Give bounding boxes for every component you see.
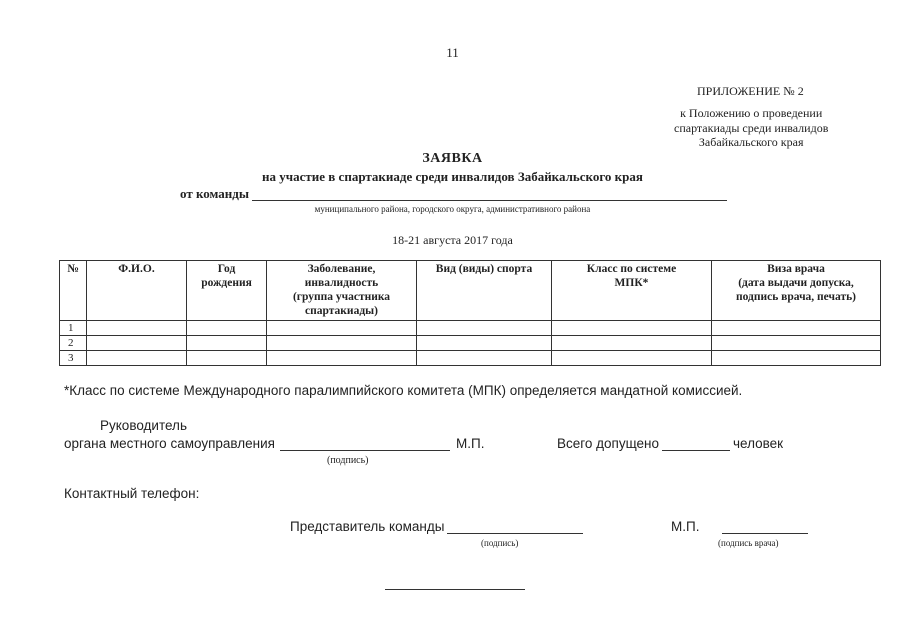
table-cell[interactable]	[187, 351, 267, 366]
admitted-label: Всего допущено	[557, 436, 660, 451]
signature-hint: (подпись)	[327, 455, 369, 466]
team-label: от команды	[180, 186, 250, 201]
document-subtitle: на участие в спартакиаде среди инвалидов Забайкальского края	[262, 169, 643, 184]
table-cell[interactable]	[552, 351, 712, 366]
row-number: 2	[60, 336, 87, 351]
team-hint: муниципального района, городского округа, административного района	[314, 204, 591, 214]
column-header-sport: Вид (виды) спорта	[417, 261, 552, 321]
table-cell[interactable]	[267, 351, 417, 366]
representative-label: Представитель команды	[290, 519, 445, 534]
appendix-title: ПРИЛОЖЕНИЕ № 2	[697, 84, 804, 98]
appendix-line: спартакиады среди инвалидов	[674, 120, 829, 135]
bottom-divider	[385, 589, 525, 590]
table-cell[interactable]	[417, 336, 552, 351]
table-cell[interactable]	[187, 321, 267, 336]
appendix-line: Забайкальского края	[698, 135, 804, 149]
table-cell[interactable]	[87, 321, 187, 336]
row-number: 3	[60, 351, 87, 366]
entry-table	[59, 260, 881, 366]
table-row	[60, 321, 881, 336]
column-header-ipc-class: Класс по системе МПК*	[552, 261, 712, 321]
table-cell[interactable]	[417, 351, 552, 366]
representative-signature-hint: (подпись)	[481, 538, 519, 548]
representative-signature-line[interactable]	[447, 533, 583, 534]
column-header-disability: Заболевание, инвалидность (группа участника спартакиады)	[267, 261, 417, 321]
table-row	[60, 336, 881, 351]
stamp-label-2: М.П.	[671, 519, 700, 534]
table-cell[interactable]	[87, 336, 187, 351]
table-cell[interactable]	[187, 336, 267, 351]
page-number: 11	[446, 45, 459, 60]
doctor-signature-hint: (подпись врача)	[718, 538, 779, 548]
column-header-number: №	[60, 261, 87, 321]
table-cell[interactable]	[712, 336, 881, 351]
table-cell[interactable]	[267, 321, 417, 336]
table-cell[interactable]	[552, 321, 712, 336]
appendix-line: к Положению о проведении	[680, 106, 823, 120]
team-input-line[interactable]	[252, 200, 727, 201]
footnote: *Класс по системе Международного паралимпийского комитета (МПК) определяется мандатной комиссией.	[64, 383, 743, 398]
column-header-name: Ф.И.О.	[87, 261, 187, 321]
event-dates: 18-21 августа 2017 года	[392, 233, 513, 247]
head-label: Руководитель	[100, 418, 187, 433]
stamp-label: М.П.	[456, 436, 485, 451]
table-cell[interactable]	[87, 351, 187, 366]
document-title: ЗАЯВКА	[422, 151, 483, 166]
table-cell[interactable]	[552, 336, 712, 351]
contact-phone-label: Контактный телефон:	[64, 486, 200, 501]
appendix-subtitle	[674, 106, 828, 150]
column-header-birth-year: Год рождения	[187, 261, 267, 321]
doctor-signature-line[interactable]	[722, 533, 808, 534]
table-cell[interactable]	[267, 336, 417, 351]
column-header-doctor-visa: Виза врача (дата выдачи допуска, подпись врача, печать)	[712, 261, 881, 321]
table-header-row	[60, 261, 881, 321]
table-cell[interactable]	[417, 321, 552, 336]
persons-label: человек	[733, 436, 784, 451]
head-signature-line[interactable]	[280, 450, 450, 451]
row-number: 1	[60, 321, 87, 336]
table-cell[interactable]	[712, 321, 881, 336]
admitted-count-line[interactable]	[662, 450, 730, 451]
table-row	[60, 351, 881, 366]
org-label: органа местного самоуправления	[64, 436, 275, 451]
table-cell[interactable]	[712, 351, 881, 366]
